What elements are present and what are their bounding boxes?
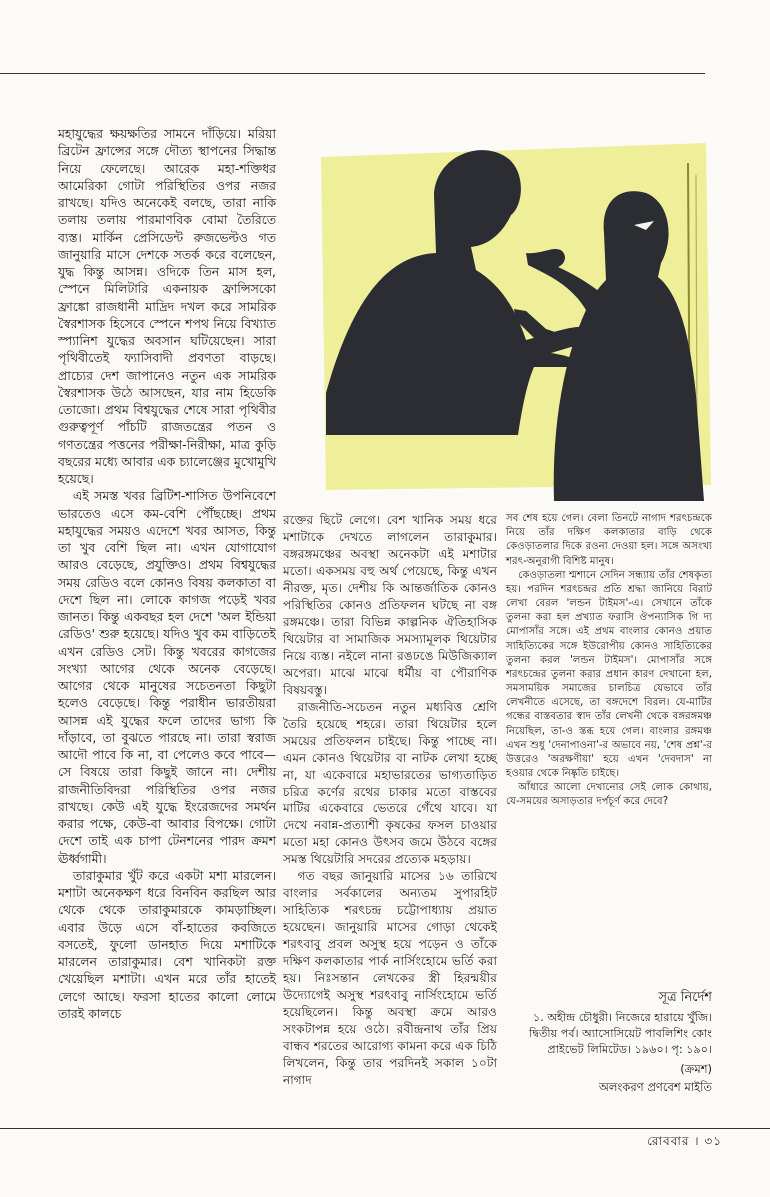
article-column-3 [506,512,712,810]
footer-separator: । [694,1134,700,1148]
source-item: ১. অহীন্দ্র চৌধুরী। নিজেরে হারায়ে খুঁজি। দ্বিতীয় পর্ব। অ্যাসোসিয়েট পাবলিশিং কোং প্রাইভেট লিমিটেড। ১৯৬০। পৃ: ১৯০। [529,1011,712,1056]
source-heading: সূত্র নির্দেশ [658,990,712,1005]
page-footer [647,1133,722,1153]
magazine-name: রোববার [647,1134,690,1148]
illustration [286,135,726,501]
illustration-credit: অলংকরণ প্রণবেশ মাইতি [598,1080,712,1094]
paragraph: তারাকুমার খুঁট করে একটা মশা মারলেন। মশাটা অনেকক্ষণ ধরে বিনবিন করছিল আর থেকে থেকে তারাকুমারকে কামড়াচ্ছিল। এবার উড়ে এসে বাঁ-হাতের কবজিতে বসতেই, ফুলো ডানহাত দিয়ে মশাটিকে মারলেন তারাকুমার। বেশ খানিকটা রক্ত খেয়েছিল মশাটা। এখন মরে তাঁর হাতেই লেগে আছে। ফরসা হাতের কালো লোমে তারই কালচে [58,867,276,1021]
paragraph: কেওড়াতলা শ্মশানে সেদিন সন্ধ্যায় তাঁর শেষকৃত্য হয়। পরদিন শরৎচন্দ্রর প্রতি শ্রদ্ধা জানিয়ে বিরাট লেখা বেরল 'লন্ডন টাইমস'-এ। সেখানে তাঁকে তুলনা করা হল প্রখ্যাত ফরাসি ঔপন্যাসিক গি দ্য মোপাসাঁর সঙ্গে। এই প্রথম বাংলার কোনও প্রয়াত সাহিত্যিকের সঙ্গে ইউরোপীয় কোনও সাহিত্যিকের তুলনা করল 'লন্ডন টাইমস'। মোপাসাঁর সঙ্গে শরৎচন্দ্রের তুলনা করার প্রধান কারণ দেখানো হল, সমসাময়িক সমাজের চালচিত্র যেভাবে তাঁর লেখনীতে এসেছে, তা বঙ্গদেশে বিরল। যে-মাটির গন্ধের বাস্তবতার স্বাদ তাঁর লেখনী থেকে বঙ্গরঙ্গমঞ্চ নিয়েছিল, তা-ও স্তব্ধ হয়ে গেল। বাংলার রঙ্গমঞ্চ এখন শুধু 'দেনাপাওনা'-র অভাবে নয়, 'শেষ প্রশ্ন'-র উত্তরেও 'অরক্ষণীয়া' হয়ে এখন 'দেবদাস' না হওয়ার থেকে নিষ্কৃতি চাইছে। [506,569,712,780]
paragraph: আঁধারে আলো দেখানোর সেই লোক কোথায়, যে-সময়ের অসাড়তার দর্পচূর্ণ করে দেবে? [506,782,712,808]
article-column-2 [283,512,497,1092]
paragraph: রক্তের ছিটে লেগে। বেশ খানিক সময় ধরে মশাটাকে দেখতে লাগলেন তারাকুমার। বঙ্গরঙ্গমঞ্চের অবস্থা অনেকটা এই মশাটার মতো। একসময় বহু অর্থ পেয়েছে, কিন্তু এখন নীরক্ত, মৃত। দেশীয় কি আন্তর্জাতিক কোনও পরিস্থিতির কোনও প্রতিফলন ঘটছে না বঙ্গ রঙ্গমঞ্চে। তারা বিভিন্ন কাল্পনিক ঐতিহাসিক থিয়েটার বা সামাজিক সমস্যামূলক থিয়েটার নিয়ে ব্যস্ত। নইলে নানা রঙঢঙে মিউজিক্যাল অপেরা। মাঝে মাঝে ধর্মীয় বা পৌরাণিক বিষয়বস্তু। [283,513,497,697]
paragraph: মহাযুদ্ধের ক্ষয়ক্ষতির সামনে দাঁড়িয়ে। মরিয়া ব্রিটেন ফ্রান্সের সঙ্গে দৌত্য স্থাপনের সিদ্ধান্ত নিয়ে ফেলেছে। আরেক মহা-শক্তিধর আমেরিকা গোটা পরিস্থিতির ওপর নজর রাখছে। যদিও অনেকেই বলছে, তারা নাকি তলায় তলায় পারমাণবিক বোমা তৈরিতে ব্যস্ত। মার্কিন প্রেসিডেন্ট রুজভেল্টও গত জানুয়ারি মাসে দেশকে সতর্ক করে বলেছেন, যুদ্ধ কিন্তু আসন্ন। ওদিকে তিন মাস হল, স্পেনে মিলিটারি একনায়ক ফ্রান্সিসকো ফ্রাঙ্কো রাজধানী মাদ্রিদ দখল করে সামরিক স্বৈরশাসক হিসেবে স্পেনে শপথ নিয়ে বিখ্যাত স্প্যানিশ যুদ্ধের অবসান ঘটিয়েছেন। সারা পৃথিবীতেই ফ্যাসিবাদী প্রবণতা বাড়ছে। প্রাচ্যের দেশ জাপানেও নতুন এক সামরিক স্বৈরশাসক উঠে আসছেন, যার নাম হিডেকি তোজো। প্রথম বিশ্বযুদ্ধের শেষে সারা পৃথিবীর গুরুত্বপূর্ণ পাঁচটি রাজতন্ত্রের পতন ও গণতন্ত্রের পত্তনের পরীক্ষা-নিরীক্ষা, মাত্র কুড়ি বছরের মধ্যে আবার এক চ্যালেঞ্জের মুখোমুখি হয়েছে। [58,126,276,486]
article-column-1 [58,125,276,1095]
paragraph: সব শেষ হয়ে গেল। বেলা তিনটে নাগাদ শরৎচন্দ্রকে নিয়ে তাঁর দক্ষিণ কলকাতার বাড়ি থেকে কেওড়াতলার দিকে রওনা দেওয়া হল। সঙ্গে অসংখ্য শরৎ-অনুরাগী বিশিষ্ট মানুষ। [506,513,712,567]
article-signoff [506,1060,712,1096]
source-notes [506,990,712,1058]
paragraph: গত বছর জানুয়ারি মাসের ১৬ তারিখে বাংলার সর্বকালের অন্যতম সুপারহিট সাহিত্যিক শরৎচন্দ্র চট্টোপাধ্যায় প্রয়াত হয়েছেন। জানুয়ারি মাসের গোড়া থেকেই শরৎবাবু প্রবল অসুস্থ হয়ে পড়েন ও তাঁকে দক্ষিণ কলকাতার পার্ক নার্সিংহোমে ভর্তি করা হয়। নিঃসন্তান লেখকের স্ত্রী হিরন্ময়ীর উদ্যোগেই অসুস্থ শরৎবাবু নার্সিংহোমে ভর্তি হয়েছিলেন। কিন্তু অবস্থা ক্রমে আরও সংকটাপন্ন হয়ে ওঠে। রবীন্দ্রনাথ তাঁর প্রিয় বান্ধব শরতের আরোগ্য কামনা করে এক চিঠি লিখলেন, কিন্তু তার পরদিনই সকাল ১০টা নাগাদ [283,869,497,1087]
page-number: ৩১ [704,1134,722,1148]
continued-label: (ক্রমশ) [680,1062,712,1076]
bottom-rule [0,1128,770,1129]
top-rule [0,73,705,74]
paragraph: এই সমস্ত খবর ব্রিটিশ-শাসিত উপনিবেশে ভারতেও এসে কম-বেশি পৌঁছচ্ছে। প্রথম মহাযুদ্ধের সময়ও এদেশে খবর আসত, কিন্তু তা খুব বেশি ছিল না। এখন যোগাযোগ আরও বেড়েছে, প্রযুক্তিও। প্রথম বিশ্বযুদ্ধের সময় রেডিও বলে কোনও বিষয় কলকাতা বা দেশে ছিল না। লোকে কাগজ পড়েই খবর জানত। কিন্তু একবছর হল দেশে 'অল ইন্ডিয়া রেডিও' শুরু হয়েছে। যদিও খুব কম বাড়িতেই এখন রেডিও সেট। কিন্তু খবরের কাগজের সংখ্যা আগের থেকে অনেক বেড়েছে। আগের থেকে মানুষের সচেতনতা কিছুটা হলেও বেড়েছে। কিন্তু পরাধীন ভারতীয়রা আসন্ন এই যুদ্ধের ফলে তাদের ভাগ্য কি দাঁড়াবে, তা বুঝতে পারছে না। তারা স্বরাজ আদৌ পাবে কি না, বা পেলেও কবে পাবে— সে বিষয়ে তারা কিছুই জানে না। দেশীয় রাজনীতিবিদরা পরিস্থিতির ওপর নজর রাখছে। কেউ এই যুদ্ধে ইংরেজদের সমর্থন করার পক্ষে, কেউ-বা আবার বিপক্ষে। গোটা দেশে তাই এক চাপা টেনশনের পারদ ক্রমশ ঊর্ধ্বগামী। [58,488,276,866]
paragraph: রাজনীতি-সচেতন নতুন মধ্যবিত্ত শ্রেণি তৈরি হয়েছে শহরে। তারা থিয়েটার হলে সময়ের প্রতিফলন চাইছে। কিন্তু পাচ্ছে না। এমন কোনও থিয়েটার বা নাটক লেখা হচ্ছে না, যা একেবারে মহাভারতের ভাগ্যতাড়িত চরিত্র কর্ণের রথের চাকার মতো বাস্তবের মাটির একেবারে ভেতরে গেঁথে যাবে। যা দেখে নবান্ন-প্রত্যাশী কৃষকের ফসল চাওয়ার মতো মহা কোনও উৎসব জমে উঠবে বঙ্গের সমস্ত থিয়েটারি সদরের প্রত্যেক মহড়ায়। [283,699,497,867]
